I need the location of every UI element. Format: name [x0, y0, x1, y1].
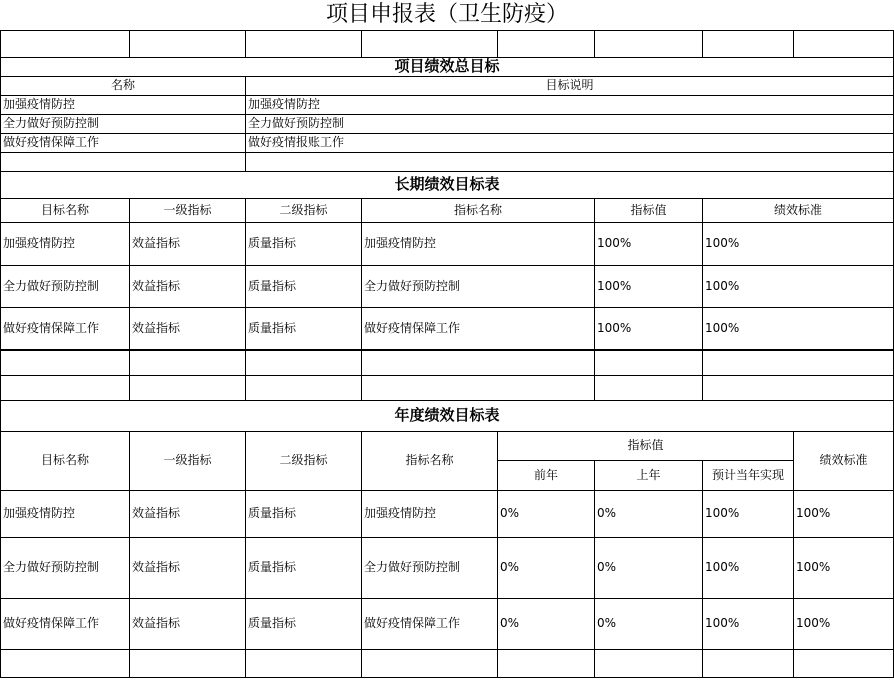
value-cell[interactable]: 100%	[595, 222, 703, 265]
goal-cell[interactable]: 做好疫情保障工作	[1, 598, 130, 649]
standard-cell[interactable]: 100%	[703, 307, 894, 350]
level1-cell[interactable]: 效益指标	[130, 537, 246, 598]
longterm-header-level2: 二级指标	[246, 198, 362, 222]
annual-header-expected: 预计当年实现	[703, 460, 794, 490]
annual-header-level2: 二级指标	[246, 431, 362, 490]
longterm-header-value: 指标值	[595, 198, 703, 222]
level2-cell[interactable]: 质量指标	[246, 598, 362, 649]
overall-desc-cell[interactable]: 全力做好预防控制	[246, 114, 894, 133]
indicator-cell[interactable]: 加强疫情防控	[362, 490, 498, 537]
value-cell[interactable]: 100%	[595, 307, 703, 350]
goal-cell[interactable]: 加强疫情防控	[1, 490, 130, 537]
table-row	[1, 490, 894, 537]
prev-year-cell[interactable]: 0%	[498, 598, 595, 649]
table-row	[1, 114, 894, 133]
value-cell[interactable]: 100%	[595, 265, 703, 307]
level1-cell[interactable]: 效益指标	[130, 222, 246, 265]
annual-header-standard: 绩效标准	[794, 431, 894, 490]
standard-cell[interactable]: 100%	[794, 490, 894, 537]
annual-header-goal: 目标名称	[1, 431, 130, 490]
longterm-goals-heading: 长期绩效目标表	[1, 171, 894, 198]
goal-cell[interactable]: 全力做好预防控制	[1, 265, 130, 307]
table-row	[1, 537, 894, 598]
table-row	[1, 598, 894, 649]
annual-header-level1: 一级指标	[130, 431, 246, 490]
last-year-cell[interactable]: 0%	[595, 490, 703, 537]
indicator-cell[interactable]: 做好疫情保障工作	[362, 307, 595, 350]
level1-cell[interactable]: 效益指标	[130, 598, 246, 649]
standard-cell[interactable]: 100%	[703, 265, 894, 307]
table-row	[1, 307, 894, 350]
standard-cell[interactable]: 100%	[794, 537, 894, 598]
overall-name-cell[interactable]: 全力做好预防控制	[1, 114, 246, 133]
level1-cell[interactable]: 效益指标	[130, 265, 246, 307]
indicator-cell[interactable]: 加强疫情防控	[362, 222, 595, 265]
overall-desc-cell[interactable]: 做好疫情报账工作	[246, 133, 894, 152]
goal-cell[interactable]: 做好疫情保障工作	[1, 307, 130, 350]
annual-goals-heading: 年度绩效目标表	[1, 400, 894, 431]
prev-year-cell[interactable]: 0%	[498, 537, 595, 598]
goal-cell[interactable]: 加强疫情防控	[1, 222, 130, 265]
page-title: 项目申报表（卫生防疫）	[1, 0, 894, 30]
overall-col-desc: 目标说明	[246, 76, 894, 95]
overall-col-name: 名称	[1, 76, 246, 95]
longterm-header-goal: 目标名称	[1, 198, 130, 222]
level2-cell[interactable]: 质量指标	[246, 265, 362, 307]
expected-cell[interactable]: 100%	[703, 537, 794, 598]
level2-cell[interactable]: 质量指标	[246, 537, 362, 598]
indicator-cell[interactable]: 全力做好预防控制	[362, 537, 498, 598]
overall-desc-cell[interactable]: 加强疫情防控	[246, 95, 894, 114]
blank-row	[1, 152, 894, 171]
longterm-header-level1: 一级指标	[130, 198, 246, 222]
level2-cell[interactable]: 质量指标	[246, 222, 362, 265]
overall-name-cell[interactable]: 加强疫情防控	[1, 95, 246, 114]
table-row	[1, 95, 894, 114]
blank-row	[1, 375, 894, 400]
blank-row	[1, 350, 894, 375]
standard-cell[interactable]: 100%	[703, 222, 894, 265]
annual-header-last-year: 上年	[595, 460, 703, 490]
table-row	[1, 222, 894, 265]
table-row	[1, 265, 894, 307]
standard-cell[interactable]: 100%	[794, 598, 894, 649]
annual-header-value-group: 指标值	[498, 431, 794, 460]
annual-header-indicator: 指标名称	[362, 431, 498, 490]
level2-cell[interactable]: 质量指标	[246, 307, 362, 350]
annual-header-prev-year: 前年	[498, 460, 595, 490]
overall-goals-heading: 项目绩效总目标	[1, 57, 894, 76]
blank-row	[1, 30, 894, 57]
level1-cell[interactable]: 效益指标	[130, 490, 246, 537]
longterm-header-standard: 绩效标准	[703, 198, 894, 222]
expected-cell[interactable]: 100%	[703, 598, 794, 649]
indicator-cell[interactable]: 全力做好预防控制	[362, 265, 595, 307]
level2-cell[interactable]: 质量指标	[246, 490, 362, 537]
last-year-cell[interactable]: 0%	[595, 537, 703, 598]
longterm-header-indicator: 指标名称	[362, 198, 595, 222]
goal-cell[interactable]: 全力做好预防控制	[1, 537, 130, 598]
indicator-cell[interactable]: 做好疫情保障工作	[362, 598, 498, 649]
overall-name-cell[interactable]: 做好疫情保障工作	[1, 133, 246, 152]
level1-cell[interactable]: 效益指标	[130, 307, 246, 350]
expected-cell[interactable]: 100%	[703, 490, 794, 537]
table-row	[1, 133, 894, 152]
blank-row	[1, 649, 894, 677]
last-year-cell[interactable]: 0%	[595, 598, 703, 649]
prev-year-cell[interactable]: 0%	[498, 490, 595, 537]
